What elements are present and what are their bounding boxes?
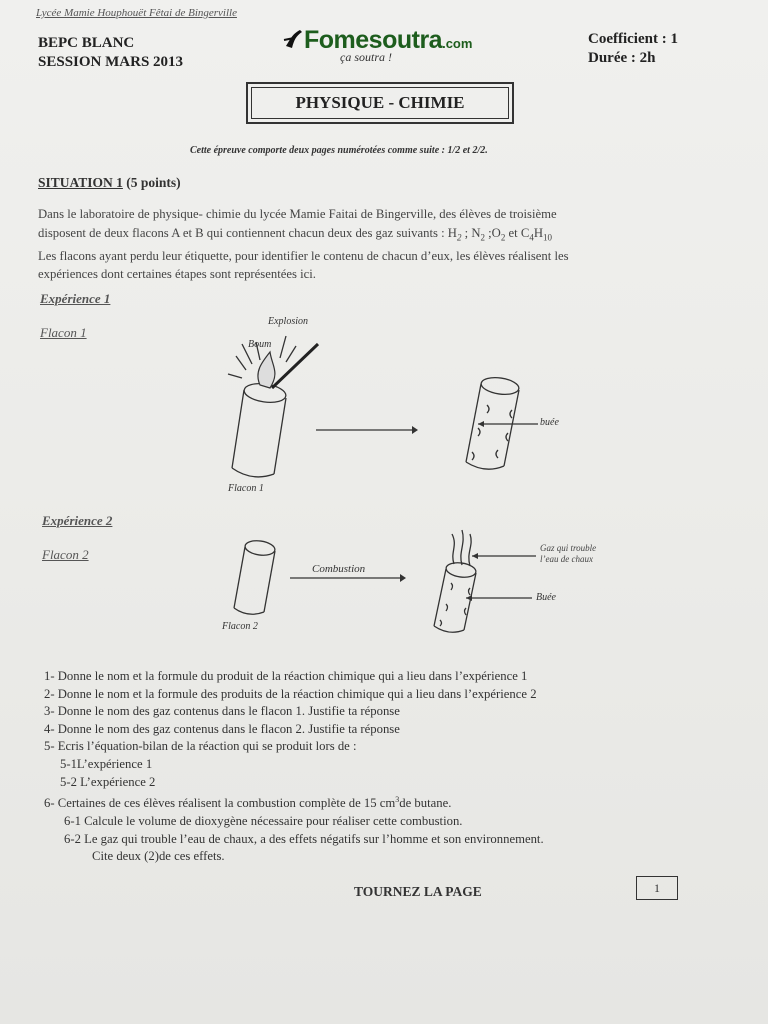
duration: Durée : 2h [588,50,656,66]
subject-title: PHYSIQUE - CHIMIE [251,87,509,119]
logo-text: Fomesoutra [304,26,443,54]
boum-label: Boum [248,339,272,350]
arrow-2 [290,574,406,582]
coefficient: Coefficient : 1 [588,31,678,47]
pages-note: Cette épreuve comporte deux pages numérotées comme suite : 1/2 et 2/2. [190,145,488,156]
experience-1-label: Expérience 1 [40,291,111,306]
intro-line-4: expériences dont certaines étapes sont représentées ici. [38,267,316,282]
situation-points: (5 points) [126,175,181,190]
gas-note-line-2: l’eau de chaux [540,554,593,564]
flask-1-drawing [228,336,318,477]
logo-slogan: ça soutra ! [340,50,392,64]
buee-label-2: Buée [536,592,556,603]
intro-line-3: Les flacons ayant perdu leur étiquette, pour identifier le contenu de chacun d’eux, les élèves réalisent les [38,248,569,263]
intro-line-1: Dans le laboratoire de physique- chimie du lycée Mamie Faitai de Bingerville, des élèves de troisième [38,207,557,221]
flask-2-after-drawing [434,530,536,632]
situation-label: SITUATION 1 [38,175,123,190]
question-3: 3- Donne le nom des gaz contenus dans le flacon 1. Justifie ta réponse [44,704,400,719]
experience-2-label: Expérience 2 [42,513,113,528]
flacon-1-label: Flacon 1 [40,325,87,340]
question-6-2: 6-2 Le gaz qui trouble l’eau de chaux, a des effets négatifs sur l’homme et son environnement. [64,831,544,846]
combustion-label: Combustion [312,563,366,575]
question-6-1: 6-1 Calcule le volume de dioxygène nécessaire pour réaliser cette combustion. [64,813,463,828]
turn-page-label: TOURNEZ LA PAGE [354,884,482,899]
school-name: Lycée Mamie Houphouët Fêtai de Bingerville [36,7,237,19]
question-4: 4- Donne le nom des gaz contenus dans le flacon 2. Justifie ta réponse [44,721,400,736]
intro-line-2: disposent de deux flacons A et B qui contiennent chacun deux des gaz suivants : $H_2$ ; $N_2$ $;O_2$ et $C_4H_{10}$ [38,225,552,243]
page-number: 1 [636,876,678,900]
logo-tld: .com [442,36,473,51]
question-5-1: 5-1L’expérience 1 [60,756,153,771]
arrow-1 [316,426,418,434]
exam-title: BEPC BLANC [38,35,135,51]
questions-list [44,668,544,866]
buee-label-1: buée [540,417,559,428]
exam-session: SESSION MARS 2013 [38,54,184,70]
question-5: 5- Ecris l’équation-bilan de la réaction qui se produit lors de : [44,739,357,754]
gas-note [540,543,596,565]
flask-2-drawing [234,539,276,614]
flacon-2-caption: Flacon 2 [222,621,258,632]
flacon-2-label: Flacon 2 [42,547,89,562]
question-1: 1- Donne le nom et la formule du produit de la réaction chimique qui a lieu dans l’expérience 1 [44,669,528,683]
question-2: 2- Donne le nom et la formule des produits de la réaction chimique qui a lieu dans l’expérience 2 [44,686,537,701]
question-6: 6- Certaines de ces élèves réalisent la combustion complète de 15 $cm^3de$ butane. [44,795,452,811]
flask-1-after-drawing [466,375,538,469]
question-6-2-cont: Cite deux (2)de ces effets. [92,849,225,864]
question-5-2: 5-2 L’expérience 2 [60,774,156,789]
explosion-label: Explosion [268,316,308,327]
flacon-1-caption: Flacon 1 [228,483,264,494]
gas-note-line-1: Gaz qui trouble [540,543,597,553]
